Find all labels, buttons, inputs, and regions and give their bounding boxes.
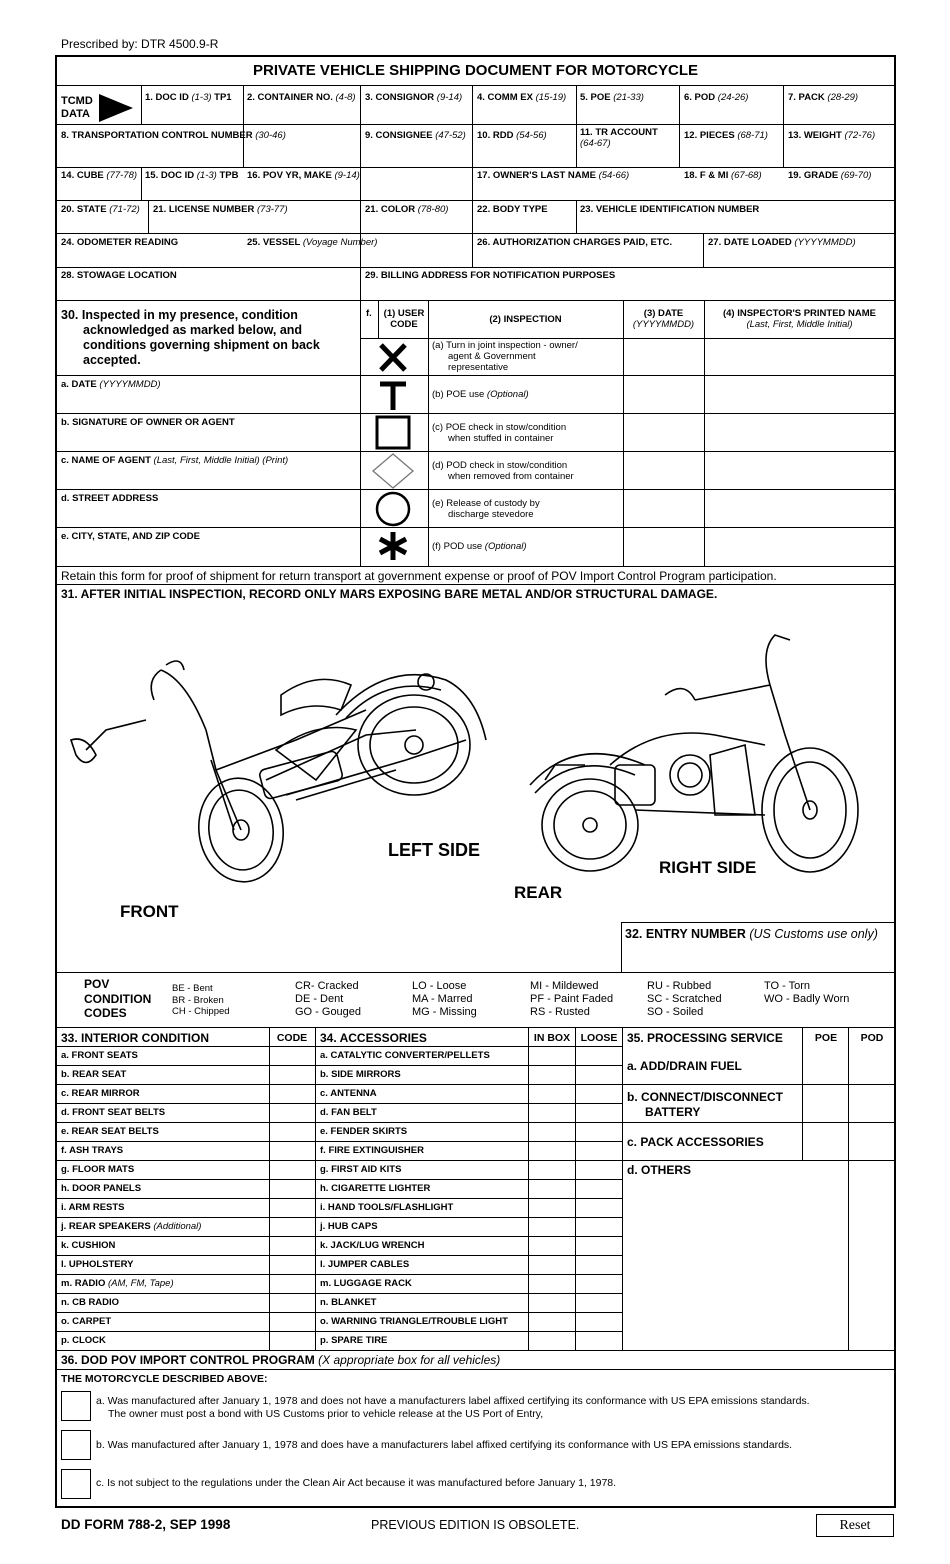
f23-vin-label: 23. VEHICLE IDENTIFICATION NUMBER <box>580 204 760 215</box>
f1-doc-id-label: 1. DOC ID (1-3) TP1 <box>145 92 232 103</box>
sec36-b-text: b. Was manufactured after January 1, 1978 and does have a manufacturers label affixed certifying its conformance with US EPA emissions standards. <box>96 1439 793 1451</box>
accessory-item: a. CATALYTIC CONVERTER/PELLETS <box>320 1050 490 1061</box>
sec35-title: 35. PROCESSING SERVICE <box>627 1031 783 1045</box>
diamond-mark-icon <box>371 452 415 490</box>
front-label: FRONT <box>120 902 179 921</box>
interior-condition-item: d. FRONT SEAT BELTS <box>61 1107 166 1118</box>
accessory-loose-cell[interactable] <box>576 1275 622 1293</box>
accessory-item: k. JACK/LUG WRENCH <box>320 1240 425 1251</box>
accessory-loose-cell[interactable] <box>576 1256 622 1274</box>
sec30-f-label: f. <box>366 308 372 319</box>
accessory-inbox-cell[interactable] <box>529 1066 575 1084</box>
accessory-inbox-cell[interactable] <box>529 1332 575 1350</box>
sec34-inbox-header: IN BOX <box>533 1032 571 1044</box>
accessory-loose-cell[interactable] <box>576 1199 622 1217</box>
interior-condition-item: l. UPHOLSTERY <box>61 1259 134 1270</box>
interior-condition-item: n. CB RADIO <box>61 1297 120 1308</box>
rear-label: REAR <box>514 883 563 902</box>
sec33-title: 33. INTERIOR CONDITION <box>61 1031 210 1045</box>
interior-condition-item: i. ARM RESTS <box>61 1202 125 1213</box>
col-inspector-header: (4) INSPECTOR'S PRINTED NAME (Last, First, Middle Initial) <box>722 308 877 330</box>
col-inspection-header: (2) INSPECTION <box>489 314 562 325</box>
accessory-inbox-cell[interactable] <box>529 1237 575 1255</box>
accessory-loose-cell[interactable] <box>576 1237 622 1255</box>
accessory-item: i. HAND TOOLS/FLASHLIGHT <box>320 1202 454 1213</box>
reset-button[interactable]: Reset <box>816 1514 894 1537</box>
inspection-d-text: (d) POD check in stow/condition when removed from container <box>432 460 574 482</box>
accessory-inbox-cell[interactable] <box>529 1275 575 1293</box>
interior-condition-item: a. FRONT SEATS <box>61 1050 138 1061</box>
interior-code-cell[interactable] <box>270 1294 315 1312</box>
f5-poe-label: 5. POE (21-33) <box>580 92 644 103</box>
col-user-code-header: (1) USER CODE <box>383 308 425 330</box>
retain-notice: Retain this form for proof of shipment for return transport at government expense or proof of POV Import Control Program participation. <box>61 569 777 583</box>
f28-stowage-label: 28. STOWAGE LOCATION <box>61 270 177 281</box>
accessory-inbox-cell[interactable] <box>529 1294 575 1312</box>
inspection-c-text: (c) POE check in stow/condition when stuffed in container <box>432 422 567 444</box>
accessory-loose-cell[interactable] <box>576 1332 622 1350</box>
codes-col-1: BE - Bent BR - Broken CH - Chipped <box>172 983 230 1017</box>
f24-odometer-label: 24. ODOMETER READING <box>61 237 179 248</box>
asterisk-mark-icon <box>375 529 411 563</box>
prescribed-by: Prescribed by: DTR 4500.9-R <box>61 37 219 51</box>
accessory-inbox-cell[interactable] <box>529 1123 575 1141</box>
accessory-item: f. FIRE EXTINGUISHER <box>320 1145 424 1156</box>
condition-codes-title: POV CONDITION CODES <box>84 977 152 1020</box>
f8-tcn-label: 8. TRANSPORTATION CONTROL NUMBER (30-46) <box>61 130 286 141</box>
accessory-item: c. ANTENNA <box>320 1088 377 1099</box>
f26-authorization-label: 26. AUTHORIZATION CHARGES PAID, ETC. <box>477 237 673 248</box>
circle-mark-icon <box>373 490 413 527</box>
interior-code-cell[interactable] <box>270 1161 315 1179</box>
interior-condition-item: o. CARPET <box>61 1316 112 1327</box>
sec35-b-battery: b. CONNECT/DISCONNECT BATTERY <box>627 1090 783 1119</box>
inspection-f-text: (f) POD use (Optional) <box>432 541 527 552</box>
accessory-loose-cell[interactable] <box>576 1180 622 1198</box>
sec36-subtitle: THE MOTORCYCLE DESCRIBED ABOVE: <box>61 1373 268 1385</box>
sec30-c-agent-label: c. NAME OF AGENT (Last, First, Middle Initial) (Print) <box>61 455 289 466</box>
accessory-item: m. LUGGAGE RACK <box>320 1278 412 1289</box>
accessory-loose-cell[interactable] <box>576 1161 622 1179</box>
accessory-item: p. SPARE TIRE <box>320 1335 388 1346</box>
sec35-d-others: d. OTHERS <box>627 1163 692 1177</box>
f2-container-label: 2. CONTAINER NO. (4-8) <box>247 92 356 103</box>
codes-col-6: TO - Torn WO - Badly Worn <box>764 980 850 1005</box>
f13-weight-label: 13. WEIGHT (72-76) <box>788 130 876 141</box>
f9-consignee-label: 9. CONSIGNEE (47-52) <box>365 130 466 141</box>
accessory-loose-cell[interactable] <box>576 1313 622 1331</box>
accessory-loose-cell[interactable] <box>576 1142 622 1160</box>
accessory-inbox-cell[interactable] <box>529 1047 575 1065</box>
accessory-item: j. HUB CAPS <box>320 1221 378 1232</box>
interior-code-cell[interactable] <box>270 1085 315 1103</box>
sec30-d-street-label: d. STREET ADDRESS <box>61 493 159 504</box>
f27-date-loaded-label: 27. DATE LOADED (YYYYMMDD) <box>708 237 856 248</box>
f3-consignor-label: 3. CONSIGNOR (9-14) <box>365 92 463 103</box>
interior-code-cell[interactable] <box>270 1275 315 1293</box>
f16-pov-make-label: 16. POV YR, MAKE (9-14) <box>247 170 360 181</box>
accessory-inbox-cell[interactable] <box>529 1161 575 1179</box>
sec35-pod-header: POD <box>860 1032 884 1044</box>
sec36-a-checkbox[interactable] <box>61 1391 91 1421</box>
tcmd-label <box>61 95 93 121</box>
col-date-header: (3) DATE (YYYYMMDD) <box>632 308 695 330</box>
sec34-loose-header: LOOSE <box>580 1032 618 1044</box>
interior-condition-item: p. CLOCK <box>61 1335 106 1346</box>
sec34-title: 34. ACCESSORIES <box>320 1031 427 1045</box>
accessory-loose-cell[interactable] <box>576 1218 622 1236</box>
interior-code-cell[interactable] <box>270 1047 315 1065</box>
square-mark-icon <box>373 414 413 451</box>
interior-condition-item: e. REAR SEAT BELTS <box>61 1126 159 1137</box>
accessory-inbox-cell[interactable] <box>529 1104 575 1122</box>
left-side-label: LEFT SIDE <box>388 840 481 860</box>
accessory-loose-cell[interactable] <box>576 1085 622 1103</box>
f7-pack-label: 7. PACK (28-29) <box>788 92 859 103</box>
accessory-loose-cell[interactable] <box>576 1066 622 1084</box>
obsolete-notice: PREVIOUS EDITION IS OBSOLETE. <box>371 1518 580 1532</box>
codes-col-4: MI - Mildewed PF - Paint Faded RS - Rusted <box>530 980 614 1018</box>
interior-code-cell[interactable] <box>270 1104 315 1122</box>
accessory-item: d. FAN BELT <box>320 1107 377 1118</box>
interior-code-cell[interactable] <box>270 1066 315 1084</box>
interior-condition-item: k. CUSHION <box>61 1240 116 1251</box>
interior-code-cell[interactable] <box>270 1180 315 1198</box>
f17-owner-name-label: 17. OWNER'S LAST NAME (54-66) <box>477 170 630 181</box>
motorcycle-right-side-drawing <box>515 625 865 885</box>
interior-condition-item: g. FLOOR MATS <box>61 1164 135 1175</box>
interior-condition-item: f. ASH TRAYS <box>61 1145 124 1156</box>
f21-color-label: 21. COLOR (78-80) <box>365 204 449 215</box>
accessory-loose-cell[interactable] <box>576 1104 622 1122</box>
accessory-item: g. FIRST AID KITS <box>320 1164 402 1175</box>
inspection-a-text: (a) Turn in joint inspection - owner/ agent & Government representative <box>432 340 578 373</box>
inspection-b-text: (b) POE use (Optional) <box>432 389 529 400</box>
interior-code-cell[interactable] <box>270 1313 315 1331</box>
sec36-c-checkbox[interactable] <box>61 1469 91 1499</box>
accessory-inbox-cell[interactable] <box>529 1256 575 1274</box>
f10-rdd-label: 10. RDD (54-56) <box>477 130 547 141</box>
accessory-item: e. FENDER SKIRTS <box>320 1126 408 1137</box>
inspection-e-text: (e) Release of custody by discharge stevedore <box>432 498 540 520</box>
tcmd-line2: DATA <box>61 108 90 120</box>
x-mark-icon <box>375 340 411 374</box>
interior-code-cell[interactable] <box>270 1218 315 1236</box>
codes-col-2: CR- Cracked DE - Dent GO - Gouged <box>295 980 362 1018</box>
sec30-a-date-label: a. DATE (YYYYMMDD) <box>61 379 161 390</box>
codes-col-5: RU - Rubbed SC - Scratched SO - Soiled <box>647 980 722 1018</box>
interior-condition-item: m. RADIO (AM, FM, Tape) <box>61 1278 174 1289</box>
sec36-b-checkbox[interactable] <box>61 1430 91 1460</box>
f6-pod-label: 6. POD (24-26) <box>684 92 749 103</box>
f19-grade-label: 19. GRADE (69-70) <box>788 170 872 181</box>
f11-tr-account-label: 11. TR ACCOUNT (64-67) <box>580 127 658 149</box>
accessory-item: o. WARNING TRIANGLE/TROUBLE LIGHT <box>320 1316 508 1327</box>
form-number: DD FORM 788-2, SEP 1998 <box>61 1517 231 1532</box>
sec33-code-header: CODE <box>276 1032 308 1044</box>
tcmd-arrow-icon <box>97 92 137 124</box>
f4-comm-ex-label: 4. COMM EX (15-19) <box>477 92 567 103</box>
t-mark-icon <box>375 378 411 412</box>
sec35-a-fuel: a. ADD/DRAIN FUEL <box>627 1059 742 1073</box>
f25-vessel-label: 25. VESSEL (Voyage Number) <box>247 237 378 248</box>
accessory-inbox-cell[interactable] <box>529 1142 575 1160</box>
accessory-inbox-cell[interactable] <box>529 1313 575 1331</box>
interior-code-cell[interactable] <box>270 1332 315 1350</box>
interior-condition-item: j. REAR SPEAKERS (Additional) <box>61 1221 202 1232</box>
accessory-loose-cell[interactable] <box>576 1047 622 1065</box>
accessory-inbox-cell[interactable] <box>529 1218 575 1236</box>
f15-doc-id-label: 15. DOC ID (1-3) TPB <box>145 170 239 181</box>
interior-code-cell[interactable] <box>270 1199 315 1217</box>
sec30-e-city-label: e. CITY, STATE, AND ZIP CODE <box>61 531 200 542</box>
f20-state-label: 20. STATE (71-72) <box>61 204 140 215</box>
sec36-a-text: a. Was manufactured after January 1, 1978 and does not have a manufacturers label affixed certifying its conformance with US EPA emissions standards. The owner must post a bond with US Customs prior to vehicle release at the US Port of Entry, <box>96 1395 810 1420</box>
sec30-title: 30. Inspected in my presence, condition acknowledged as marked below, and conditions governing shipment on back accepted. <box>61 308 320 367</box>
interior-condition-item: c. REAR MIRROR <box>61 1088 140 1099</box>
right-side-label: RIGHT SIDE <box>659 858 757 877</box>
accessory-item: b. SIDE MIRRORS <box>320 1069 401 1080</box>
f21-license-label: 21. LICENSE NUMBER (73-77) <box>153 204 288 215</box>
accessory-loose-cell[interactable] <box>576 1123 622 1141</box>
interior-condition-item: b. REAR SEAT <box>61 1069 127 1080</box>
accessory-inbox-cell[interactable] <box>529 1085 575 1103</box>
form-title: PRIVATE VEHICLE SHIPPING DOCUMENT FOR MOTORCYCLE <box>252 62 699 79</box>
sec31-title: 31. AFTER INITIAL INSPECTION, RECORD ONLY MARS EXPOSING BARE METAL AND/OR STRUCTURAL DAMAGE. <box>61 587 718 601</box>
interior-code-cell[interactable] <box>270 1142 315 1160</box>
accessory-item: l. JUMPER CABLES <box>320 1259 410 1270</box>
sec35-poe-header: POE <box>814 1032 838 1044</box>
f18-fmi-label: 18. F & MI (67-68) <box>684 170 762 181</box>
sec32-entry-number-label: 32. ENTRY NUMBER (US Customs use only) <box>625 927 878 941</box>
f29-billing-label: 29. BILLING ADDRESS FOR NOTIFICATION PURPOSES <box>365 270 616 281</box>
interior-code-cell[interactable] <box>270 1123 315 1141</box>
interior-condition-item: h. DOOR PANELS <box>61 1183 142 1194</box>
accessory-inbox-cell[interactable] <box>529 1199 575 1217</box>
codes-col-3: LO - Loose MA - Marred MG - Missing <box>412 980 477 1018</box>
accessory-loose-cell[interactable] <box>576 1294 622 1312</box>
interior-code-cell[interactable] <box>270 1256 315 1274</box>
tcmd-line1: TCMD <box>61 95 93 107</box>
accessory-inbox-cell[interactable] <box>529 1180 575 1198</box>
accessory-item: n. BLANKET <box>320 1297 377 1308</box>
f12-pieces-label: 12. PIECES (68-71) <box>684 130 768 141</box>
f22-body-type-label: 22. BODY TYPE <box>477 204 548 215</box>
interior-code-cell[interactable] <box>270 1237 315 1255</box>
sec30-b-signature-label: b. SIGNATURE OF OWNER OR AGENT <box>61 417 235 428</box>
sec36-title: 36. DOD POV IMPORT CONTROL PROGRAM (X appropriate box for all vehicles) <box>61 1353 501 1367</box>
accessory-item: h. CIGARETTE LIGHTER <box>320 1183 431 1194</box>
sec36-c-text: c. Is not subject to the regulations under the Clean Air Act because it was manufactured before January 1, 1978. <box>96 1477 617 1489</box>
f14-cube-label: 14. CUBE (77-78) <box>61 170 138 181</box>
sec35-c-pack: c. PACK ACCESSORIES <box>627 1135 764 1149</box>
